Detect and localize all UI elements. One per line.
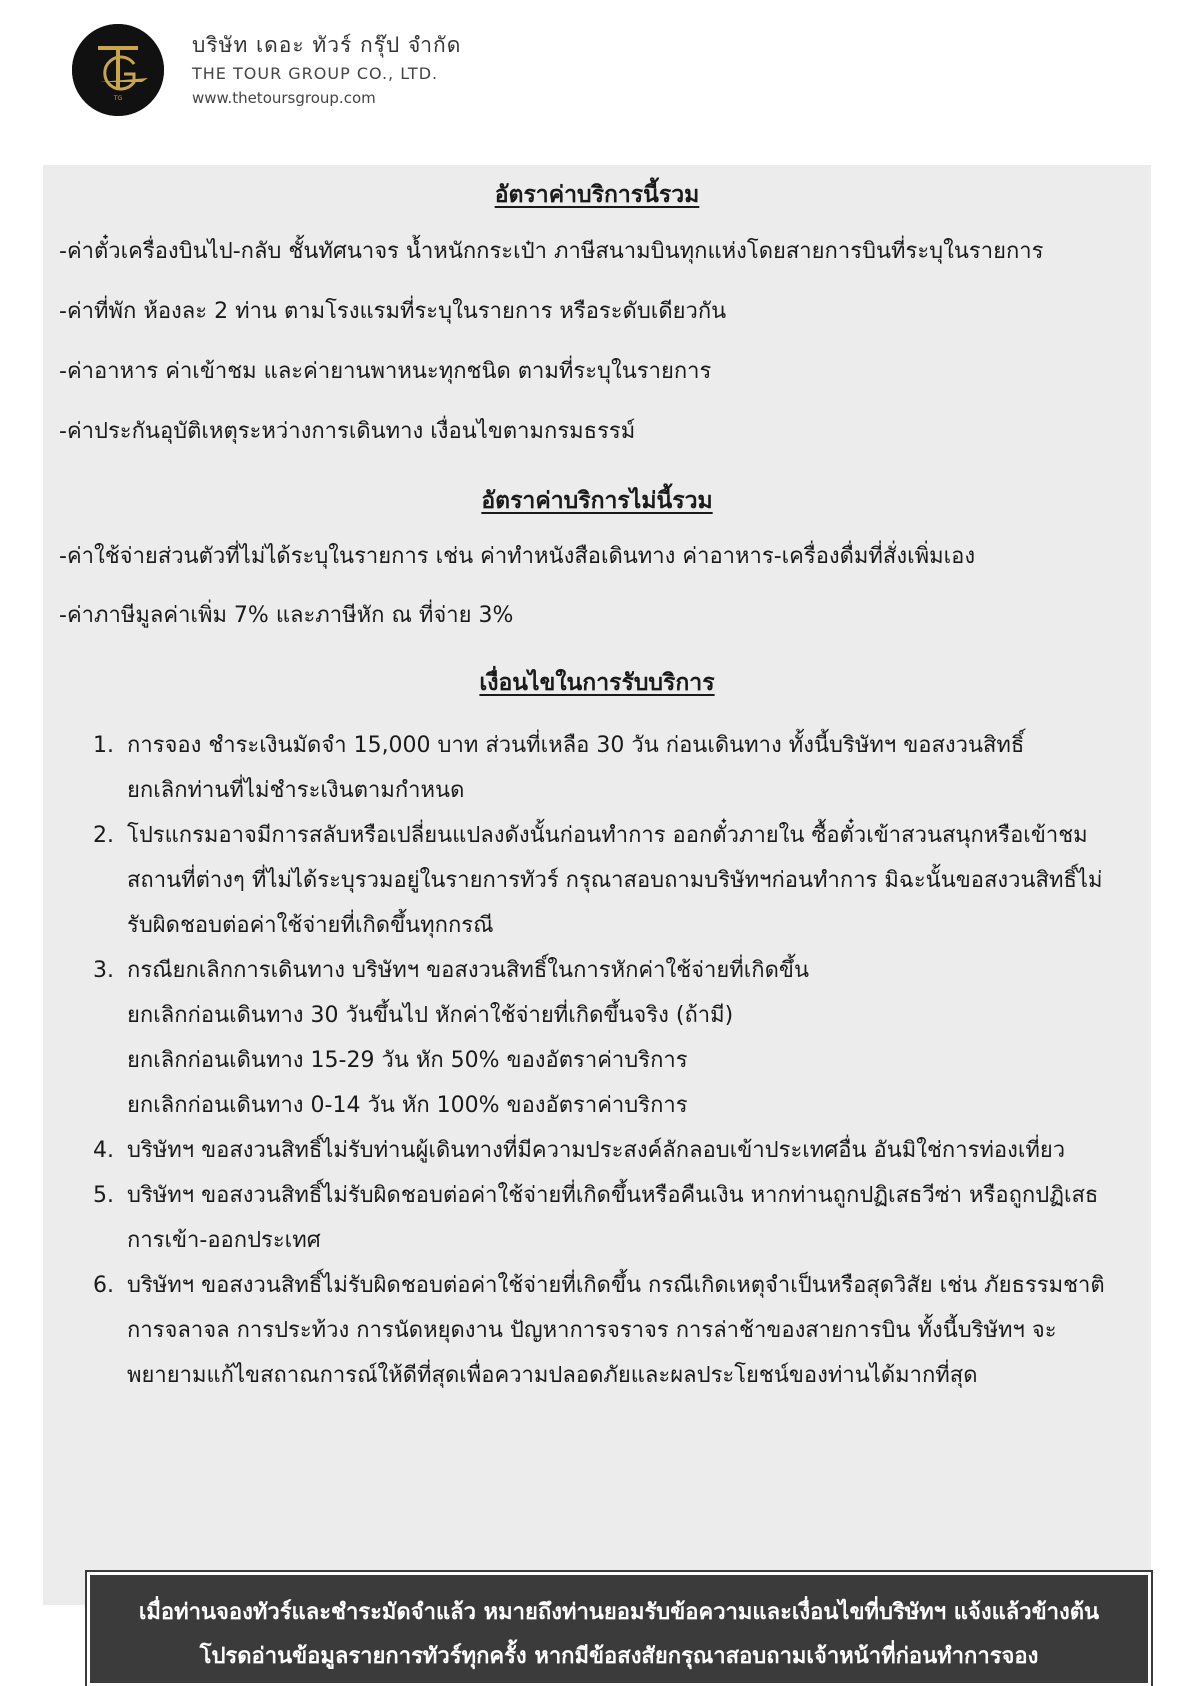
condition-line: รับผิดชอบต่อค่าใช้จ่ายที่เกิดขึ้นทุกกรณี (127, 913, 494, 938)
condition-line: ยกเลิกก่อนเดินทาง 15-29 วัน หัก 50% ของอัตราค่าบริการ (127, 1048, 688, 1073)
condition-line: บริษัทฯ ขอสงวนสิทธิ์ไม่รับผิดชอบต่อค่าใช้จ่ายที่เกิดขึ้นหรือคืนเงิน หากท่านถูกปฏิเสธวีซ่า หรือถูกปฏิเสธ (127, 1183, 1099, 1208)
condition-line: สถานที่ต่างๆ ที่ไม่ได้ระบุรวมอยู่ในรายการทัวร์ กรุณาสอบถามบริษัทฯก่อนทำการ มิฉะนั้นขอสงวนสิทธิ์ไม่ (127, 868, 1103, 893)
included-item: -ค่าอาหาร ค่าเข้าชม และค่ายานพาหนะทุกชนิด ตามที่ระบุในรายการ (59, 359, 712, 384)
condition-item (93, 1128, 1173, 1173)
condition-line: กรณียกเลิกการเดินทาง บริษัทฯ ขอสงวนสิทธิ์ในการหักค่าใช้จ่ายที่เกิดขึ้น (127, 958, 809, 983)
excluded-item: -ค่าใช้จ่ายส่วนตัวที่ไม่ได้ระบุในรายการ เช่น ค่าทำหนังสือเดินทาง ค่าอาหาร-เครื่องดื่มที่สั่งเพิ่มเอง (59, 544, 976, 569)
content-panel (43, 165, 1151, 1669)
logo-text: TG (113, 95, 123, 102)
included-item: -ค่าประกันอุบัติเหตุระหว่างการเดินทาง เงื่อนไขตามกรมธรรม์ (59, 419, 636, 444)
condition-number: 3. (93, 958, 114, 983)
condition-number: 5. (93, 1183, 114, 1208)
conditions-list (93, 723, 1173, 1398)
booking-notice-box (87, 1572, 1151, 1686)
condition-line: บริษัทฯ ขอสงวนสิทธิ์ไม่รับผิดชอบต่อค่าใช้จ่ายที่เกิดขึ้น กรณีเกิดเหตุจำเป็นหรือสุดวิสัย เช่น ภัยธรรมชาติ (127, 1273, 1105, 1298)
condition-line: การเข้า-ออกประเทศ (127, 1228, 321, 1253)
notice-line: โปรดอ่านข้อมูลรายการทัวร์ทุกครั้ง หากมีข้อสงสัยกรุณาสอบถามเจ้าหน้าที่ก่อนทำการจอง (199, 1644, 1039, 1669)
condition-item (93, 948, 1173, 1128)
condition-line: โปรแกรมอาจมีการสลับหรือเปลี่ยนแปลงดังนั้นก่อนทำการ ออกตั๋วภายใน ซื้อตั๋วเข้าสวนสนุกหรือเข้าชม (127, 823, 1088, 848)
condition-number: 4. (93, 1138, 114, 1163)
company-name-en: THE TOUR GROUP CO., LTD. (192, 64, 439, 83)
condition-line: การจอง ชำระเงินมัดจำ 15,000 บาท ส่วนที่เหลือ 30 วัน ก่อนเดินทาง ทั้งนี้บริษัทฯ ขอสงวนสิทธิ์ (127, 733, 1025, 758)
notice-line: เมื่อท่านจองทัวร์และชำระมัดจำแล้ว หมายถึงท่านยอมรับข้อความและเงื่อนไขที่บริษัทฯ แจ้งแล้วข้างต้น (138, 1600, 1100, 1625)
condition-number: 1. (93, 733, 114, 758)
condition-item (93, 1173, 1173, 1263)
included-item: -ค่าตั๋วเครื่องบินไป-กลับ ชั้นทัศนาจร น้ำหนักกระเป๋า ภาษีสนามบินทุกแห่งโดยสายการบินที่ระบุในรายการ (59, 239, 1044, 264)
company-website-link[interactable]: www.thetoursgroup.com (192, 89, 376, 108)
condition-line: ยกเลิกก่อนเดินทาง 0-14 วัน หัก 100% ของอัตราค่าบริการ (127, 1093, 688, 1118)
company-info (192, 33, 461, 107)
condition-number: 6. (93, 1273, 114, 1298)
excluded-item: -ค่าภาษีมูลค่าเพิ่ม 7% และภาษีหัก ณ ที่จ่าย 3% (59, 603, 514, 628)
condition-item (93, 813, 1173, 948)
condition-line: ยกเลิกก่อนเดินทาง 30 วันขึ้นไป หักค่าใช้จ่ายที่เกิดขึ้นจริง (ถ้ามี) (127, 1003, 734, 1028)
condition-line: การจลาจล การประท้วง การนัดหยุดงาน ปัญหาการจราจร การล่าช้าของสายการบิน ทั้งนี้บริษัทฯ จะ (127, 1318, 1057, 1343)
condition-line: พยายามแก้ไขสถาณการณ์ให้ดีที่สุดเพื่อความปลอดภัยและผลประโยชน์ของท่านได้มากที่สุด (127, 1363, 978, 1388)
company-logo (72, 24, 164, 116)
company-name-th: บริษัท เดอะ ทัวร์ กรุ๊ป จำกัด (192, 32, 462, 57)
conditions-title: เงื่อนไขในการรับบริการ (479, 670, 715, 696)
condition-line: ยกเลิกท่านที่ไม่ชำระเงินตามกำหนด (127, 778, 465, 803)
tg-monogram-logo-icon (72, 24, 164, 116)
condition-item (93, 1263, 1173, 1398)
included-title: อัตราค่าบริการนี้รวม (494, 182, 700, 208)
condition-line: บริษัทฯ ขอสงวนสิทธิ์ไม่รับท่านผู้เดินทางที่มีความประสงค์ลักลอบเข้าประเทศอื่น อันมิใช่การท่องเที่ยว (127, 1138, 1066, 1163)
included-item: -ค่าที่พัก ห้องละ 2 ท่าน ตามโรงแรมที่ระบุในรายการ หรือระดับเดียวกัน (59, 299, 727, 324)
header (72, 20, 461, 120)
excluded-title: อัตราค่าบริการไม่นี้รวม (481, 488, 713, 514)
condition-number: 2. (93, 823, 114, 848)
condition-item (93, 723, 1173, 813)
